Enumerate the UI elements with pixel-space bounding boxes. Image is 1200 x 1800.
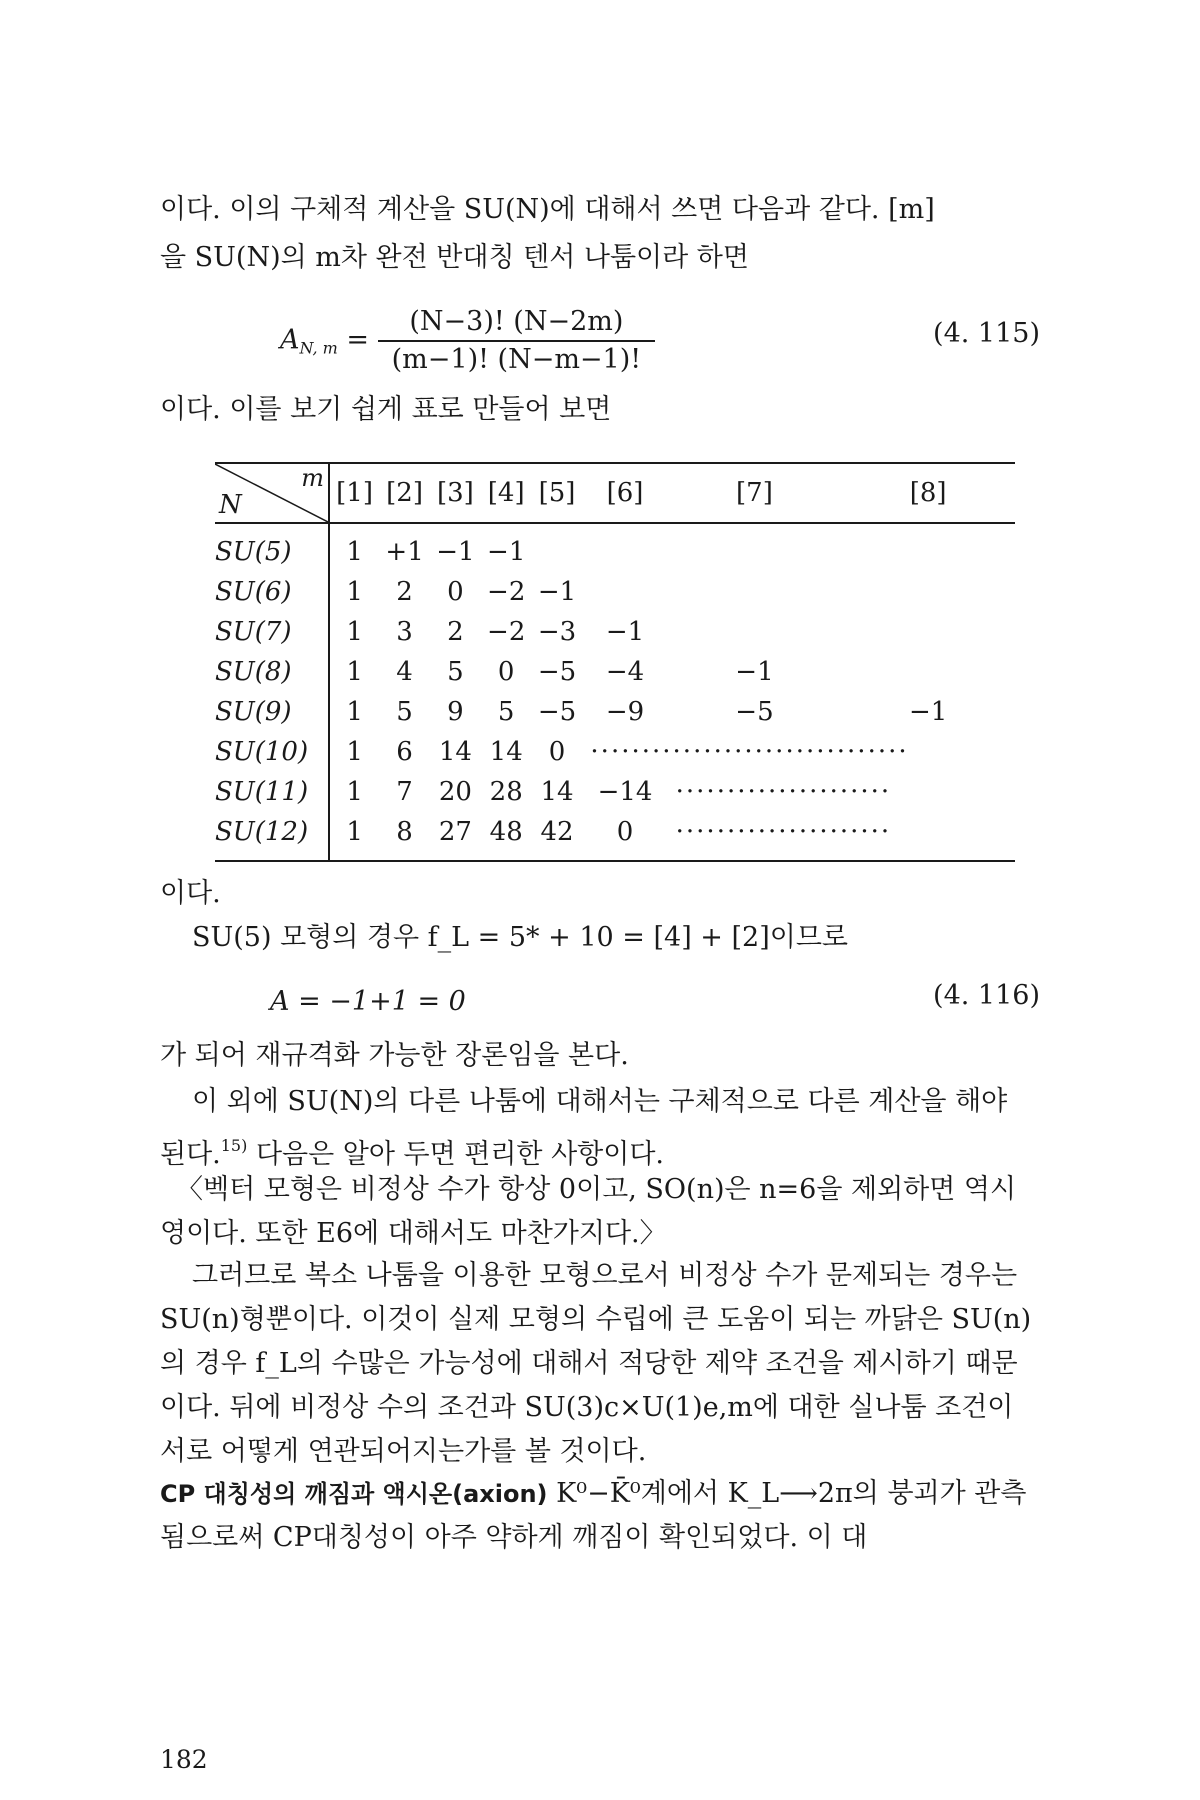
eq116-number: (4. 116)	[933, 980, 1040, 1011]
table-cell	[841, 523, 1015, 572]
header-cell: [7]	[668, 463, 842, 523]
table-cell: −1	[537, 577, 577, 607]
table-cell: 28	[489, 777, 523, 807]
table-cell: 1	[346, 737, 363, 767]
intro-line-2: 을 SU(N)의 m차 완전 반대칭 텐서 나툼이라 하면	[160, 242, 749, 273]
table-cell: +1	[385, 537, 424, 567]
table-cell: 42	[532, 812, 583, 861]
intro-line-1: 이다. 이의 구체적 계산을 SU(N)에 대해서 쓰면 다음과 같다. [m]	[160, 194, 935, 225]
table-cell: 48	[481, 812, 532, 861]
table-cell: 8	[379, 812, 430, 861]
table-cell: 5	[447, 657, 464, 687]
table-cell: −9	[605, 697, 645, 727]
table-cell: −1	[605, 617, 645, 647]
row-label: SU(7)	[215, 612, 329, 652]
header-cell: [4]	[481, 463, 532, 523]
corner-n: N	[219, 490, 242, 520]
table-cell: −5	[537, 657, 577, 687]
table-header-row	[215, 463, 1015, 523]
header-cell: [8]	[841, 463, 1015, 523]
table-cell	[668, 523, 842, 572]
eq115-fraction	[378, 304, 655, 378]
table-cell: 27	[430, 812, 481, 861]
continuation-dots: ·····················	[668, 812, 1015, 861]
table-cell: 5	[396, 697, 413, 727]
paragraph-other-representations	[160, 1080, 1040, 1177]
table-row	[215, 652, 1015, 692]
eq115-numerator: (N−3)! (N−2m)	[378, 304, 655, 342]
table-corner	[215, 463, 329, 523]
table-row	[215, 612, 1015, 652]
table-cell: 1	[346, 537, 363, 567]
table-cell: −1	[908, 697, 948, 727]
table-cell	[668, 612, 842, 652]
continuation-dots: ·······························	[590, 737, 909, 767]
page-number: 182	[160, 1745, 208, 1774]
table-cell: 0	[497, 657, 515, 687]
table-cell: 1	[346, 577, 363, 607]
table-cell: 2	[447, 617, 464, 647]
footnote-ref: 15)	[220, 1136, 248, 1155]
table-cell	[841, 572, 1015, 612]
table-cell: −2	[487, 617, 526, 647]
table-cell: 4	[396, 657, 413, 687]
table-cell: 0	[548, 737, 566, 767]
corner-m: m	[301, 464, 324, 492]
row-label: SU(9)	[215, 692, 329, 732]
header-cell: [6]	[582, 463, 667, 523]
table-cell	[582, 572, 667, 612]
row-label: SU(8)	[215, 652, 329, 692]
table-cell: −5	[735, 697, 774, 727]
table-cell: 1	[346, 697, 363, 727]
table-cell: 14	[540, 777, 574, 807]
table-cell: −3	[537, 617, 577, 647]
row-label: SU(12)	[215, 812, 329, 861]
continuation-dots: ·····················	[675, 777, 892, 807]
para5-text: K⁰−K̄⁰계에서 K_L⟶2π의 붕괴가 관측됨으로써 CP대칭성이 아주 약하게 깨짐이 확인되었다. 이 대	[160, 1478, 1027, 1553]
row-label: SU(5)	[215, 523, 329, 572]
eq115-lhs-subscript: N, m	[299, 338, 338, 358]
table-cell: 0	[447, 577, 464, 607]
table-cell: 1	[346, 657, 363, 687]
eq115-number: (4. 115)	[933, 318, 1040, 349]
table-cell	[532, 523, 583, 572]
table-cell: −4	[605, 657, 645, 687]
equation-4-115	[280, 304, 655, 378]
eq115-lhs: A	[280, 324, 300, 356]
table-row	[215, 523, 1015, 572]
table-cell	[668, 572, 842, 612]
eq115-equals: =	[346, 324, 370, 356]
row-label: SU(11)	[215, 772, 329, 812]
table-row	[215, 572, 1015, 612]
table-cell: 7	[396, 777, 413, 807]
table-cell: 20	[438, 777, 472, 807]
table-cell: 5	[497, 697, 515, 727]
paragraph-cp-symmetry	[160, 1472, 1040, 1560]
paragraph-complex-representations: 그러므로 복소 나툼을 이용한 모형으로서 비정상 수가 문제되는 경우는 SU(n)형뿐이다. 이것이 실제 모형의 수립에 큰 도움이 되는 까닭은 SU(n)의 경우 f_L의 수많은 가능성에 대해서 적당한 제약 조건을 제시하기 때문이다. 뒤에 비정상 수의 조건과 SU(3)c×U(1)e,m에 대한 실나툼 조건이 서로 어떻게 연관되어지는가를 볼 것이다.	[160, 1260, 1032, 1467]
eq115-denominator: (m−1)! (N−m−1)!	[391, 344, 642, 375]
paragraph-vector-models: 〈벡터 모형은 비정상 수가 항상 0이고, SO(n)은 n=6을 제외하면 역시 영이다. 또한 E6에 대해서도 마찬가지다.〉	[160, 1174, 1017, 1249]
table-cell: 14	[489, 737, 523, 767]
table-cell: 1	[329, 812, 379, 861]
table-row	[215, 772, 1015, 812]
table-cell: 14	[438, 737, 472, 767]
equation-4-116: A = −1+1 = 0	[270, 986, 466, 1017]
anomaly-table	[215, 462, 1015, 862]
table-cell: 1	[346, 777, 363, 807]
table-cell	[841, 612, 1015, 652]
su5-line: SU(5) 모형의 경우 f_L = 5* + 10 = [4] + [2]이므로	[192, 922, 849, 953]
table-cell: 2	[396, 577, 413, 607]
table-cell	[841, 652, 1015, 692]
row-label: SU(6)	[215, 572, 329, 612]
table-cell: −5	[537, 697, 577, 727]
table-cell: 6	[396, 737, 413, 767]
table-row	[215, 812, 1015, 861]
para2-text: 이 외에 SU(N)의 다른 나툼에 대해서는 구체적으로 다른 계산을 해야 된다.	[160, 1086, 1008, 1170]
row-label: SU(10)	[215, 732, 329, 772]
table-cell: −14	[597, 777, 653, 807]
header-cell: [2]	[379, 463, 430, 523]
table-cell: −2	[487, 577, 526, 607]
header-cell: [1]	[329, 463, 379, 523]
paragraph-renormalizable: 가 되어 재규격화 가능한 장론임을 본다.	[160, 1040, 629, 1071]
table-cell: −1	[487, 537, 526, 567]
table-cell: −1	[735, 657, 774, 687]
header-cell: [3]	[430, 463, 481, 523]
section-heading-cp: CP 대칭성의 깨짐과 액시온(axion)	[160, 1480, 548, 1508]
table-cell: 9	[447, 697, 464, 727]
table-row	[215, 692, 1015, 732]
header-cell: [5]	[532, 463, 583, 523]
table-cell: 3	[396, 617, 413, 647]
table-cell	[582, 523, 667, 572]
para2-rest: 다음은 알아 두면 편리한 사항이다.	[247, 1139, 665, 1170]
table-intro: 이다. 이를 보기 쉽게 표로 만들어 보면	[160, 394, 612, 425]
table-cell: −1	[436, 537, 475, 567]
table-cell: 1	[346, 617, 363, 647]
table-cell: 0	[582, 812, 667, 861]
table-row	[215, 732, 1015, 772]
after-table-text: 이다.	[160, 878, 221, 909]
